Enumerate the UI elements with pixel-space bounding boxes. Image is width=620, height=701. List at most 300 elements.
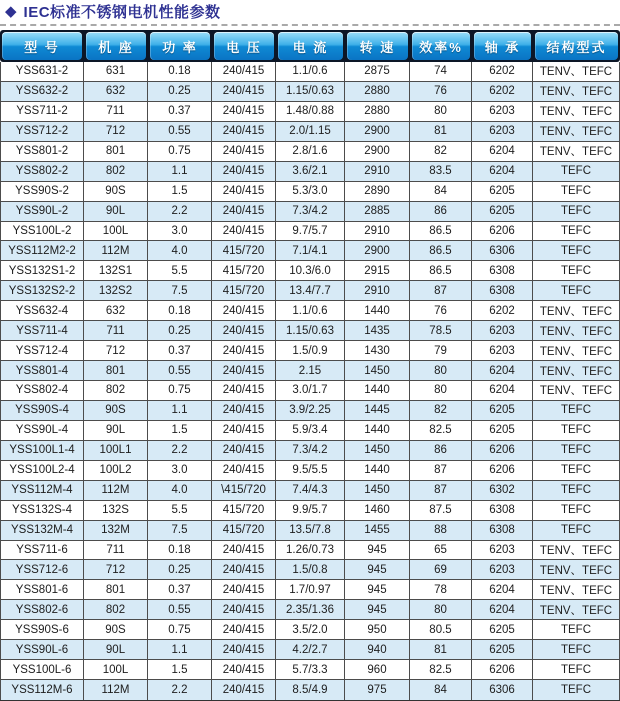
cell-structure: TENV、TEFC — [533, 321, 620, 341]
cell-current: 1.15/0.63 — [276, 82, 345, 102]
cell-frame: 712 — [84, 560, 148, 580]
cell-structure: TEFC — [533, 401, 620, 421]
cell-structure: TEFC — [533, 441, 620, 461]
cell-bearing: 6204 — [472, 381, 533, 401]
cell-power: 0.75 — [148, 620, 212, 640]
cell-bearing: 6203 — [472, 560, 533, 580]
col-header-structure: 结构型式 — [535, 32, 618, 60]
cell-frame: 90S — [84, 401, 148, 421]
cell-current: 2.15 — [276, 361, 345, 381]
cell-model: YSS100L-2 — [0, 222, 84, 242]
cell-voltage: \415/720 — [212, 481, 276, 501]
cell-power: 0.25 — [148, 560, 212, 580]
cell-model: YSS90S-2 — [0, 182, 84, 202]
cell-model: YSS112M-4 — [0, 481, 84, 501]
cell-frame: 100L2 — [84, 461, 148, 481]
cell-power: 0.18 — [148, 541, 212, 561]
cell-structure: TEFC — [533, 501, 620, 521]
cell-speed: 1460 — [345, 501, 410, 521]
cell-current: 13.4/7.7 — [276, 281, 345, 301]
cell-speed: 1445 — [345, 401, 410, 421]
cell-current: 3.0/1.7 — [276, 381, 345, 401]
cell-efficiency: 76 — [410, 82, 472, 102]
cell-efficiency: 80 — [410, 102, 472, 122]
cell-speed: 945 — [345, 541, 410, 561]
table-row — [0, 62, 620, 82]
cell-power: 2.2 — [148, 680, 212, 700]
cell-efficiency: 69 — [410, 560, 472, 580]
cell-frame: 132M — [84, 521, 148, 541]
cell-model: YSS802-6 — [0, 600, 84, 620]
cell-model: YSS711-2 — [0, 102, 84, 122]
cell-speed: 1440 — [345, 461, 410, 481]
cell-voltage: 240/415 — [212, 680, 276, 700]
cell-voltage: 240/415 — [212, 122, 276, 142]
cell-model: YSS132S2-2 — [0, 281, 84, 301]
cell-current: 9.5/5.5 — [276, 461, 345, 481]
cell-power: 7.5 — [148, 521, 212, 541]
cell-efficiency: 79 — [410, 341, 472, 361]
cell-bearing: 6206 — [472, 222, 533, 242]
cell-bearing: 6203 — [472, 102, 533, 122]
cell-bearing: 6308 — [472, 501, 533, 521]
cell-voltage: 240/415 — [212, 640, 276, 660]
cell-power: 1.5 — [148, 182, 212, 202]
cell-current: 1.7/0.97 — [276, 580, 345, 600]
cell-voltage: 240/415 — [212, 361, 276, 381]
cell-current: 1.48/0.88 — [276, 102, 345, 122]
cell-model: YSS712-4 — [0, 341, 84, 361]
cell-efficiency: 76 — [410, 301, 472, 321]
cell-frame: 631 — [84, 62, 148, 82]
cell-structure: TENV、TEFC — [533, 102, 620, 122]
cell-power: 4.0 — [148, 241, 212, 261]
cell-efficiency: 80 — [410, 600, 472, 620]
cell-power: 0.55 — [148, 600, 212, 620]
cell-voltage: 240/415 — [212, 182, 276, 202]
cell-voltage: 240/415 — [212, 421, 276, 441]
cell-current: 10.3/6.0 — [276, 261, 345, 281]
cell-efficiency: 87 — [410, 481, 472, 501]
cell-power: 3.0 — [148, 222, 212, 242]
cell-bearing: 6206 — [472, 461, 533, 481]
cell-efficiency: 87.5 — [410, 501, 472, 521]
cell-model: YSS90L-4 — [0, 421, 84, 441]
cell-voltage: 415/720 — [212, 521, 276, 541]
cell-model: YSS801-2 — [0, 142, 84, 162]
cell-voltage: 415/720 — [212, 241, 276, 261]
cell-speed: 1450 — [345, 441, 410, 461]
cell-frame: 100L1 — [84, 441, 148, 461]
cell-frame: 90L — [84, 202, 148, 222]
cell-frame: 711 — [84, 541, 148, 561]
cell-speed: 1440 — [345, 301, 410, 321]
cell-power: 0.55 — [148, 361, 212, 381]
table-row — [0, 381, 620, 401]
cell-bearing: 6205 — [472, 640, 533, 660]
col-header-frame: 机 座 — [86, 32, 146, 60]
table-row — [0, 261, 620, 281]
table-row — [0, 321, 620, 341]
cell-current: 5.3/3.0 — [276, 182, 345, 202]
table-row — [0, 361, 620, 381]
cell-speed: 2900 — [345, 122, 410, 142]
cell-structure: TEFC — [533, 281, 620, 301]
cell-power: 2.2 — [148, 202, 212, 222]
cell-model: YSS112M-6 — [0, 680, 84, 700]
table-row — [0, 222, 620, 242]
cell-voltage: 240/415 — [212, 142, 276, 162]
cell-power: 2.2 — [148, 441, 212, 461]
cell-structure: TEFC — [533, 261, 620, 281]
cell-voltage: 240/415 — [212, 381, 276, 401]
cell-frame: 112M — [84, 241, 148, 261]
cell-bearing: 6206 — [472, 660, 533, 680]
table-row — [0, 580, 620, 600]
table-row — [0, 301, 620, 321]
cell-bearing: 6205 — [472, 401, 533, 421]
table-row — [0, 600, 620, 620]
cell-current: 7.4/4.3 — [276, 481, 345, 501]
cell-current: 3.5/2.0 — [276, 620, 345, 640]
col-header-model: 型 号 — [2, 32, 82, 60]
cell-frame: 112M — [84, 680, 148, 700]
table-row — [0, 660, 620, 680]
cell-voltage: 240/415 — [212, 541, 276, 561]
diamond-icon: ◆ — [5, 3, 17, 20]
cell-voltage: 240/415 — [212, 560, 276, 580]
cell-power: 7.5 — [148, 281, 212, 301]
cell-bearing: 6203 — [472, 321, 533, 341]
cell-efficiency: 87 — [410, 461, 472, 481]
cell-current: 7.1/4.1 — [276, 241, 345, 261]
table-row — [0, 182, 620, 202]
cell-model: YSS112M2-2 — [0, 241, 84, 261]
cell-efficiency: 84 — [410, 182, 472, 202]
cell-power: 1.5 — [148, 421, 212, 441]
cell-bearing: 6204 — [472, 580, 533, 600]
cell-voltage: 240/415 — [212, 202, 276, 222]
cell-model: YSS632-2 — [0, 82, 84, 102]
cell-structure: TENV、TEFC — [533, 122, 620, 142]
cell-power: 3.0 — [148, 461, 212, 481]
cell-power: 0.37 — [148, 102, 212, 122]
cell-frame: 90L — [84, 421, 148, 441]
table-row — [0, 680, 620, 700]
page-title: IEC标准不锈钢电机性能参数 — [23, 4, 221, 21]
cell-speed: 960 — [345, 660, 410, 680]
cell-efficiency: 84 — [410, 680, 472, 700]
cell-structure: TEFC — [533, 202, 620, 222]
cell-bearing: 6203 — [472, 541, 533, 561]
cell-speed: 2910 — [345, 281, 410, 301]
cell-speed: 2910 — [345, 162, 410, 182]
cell-speed: 945 — [345, 560, 410, 580]
table-row — [0, 481, 620, 501]
cell-speed: 1450 — [345, 481, 410, 501]
cell-power: 0.25 — [148, 82, 212, 102]
table-row — [0, 620, 620, 640]
table-header-row — [0, 30, 620, 62]
cell-efficiency: 82.5 — [410, 421, 472, 441]
table-row — [0, 102, 620, 122]
cell-structure: TENV、TEFC — [533, 301, 620, 321]
cell-current: 1.5/0.8 — [276, 560, 345, 580]
cell-model: YSS632-4 — [0, 301, 84, 321]
cell-frame: 802 — [84, 600, 148, 620]
cell-structure: TEFC — [533, 660, 620, 680]
cell-voltage: 240/415 — [212, 162, 276, 182]
table-row — [0, 241, 620, 261]
cell-frame: 632 — [84, 82, 148, 102]
cell-current: 2.0/1.15 — [276, 122, 345, 142]
cell-frame: 711 — [84, 102, 148, 122]
table-row — [0, 401, 620, 421]
cell-structure: TEFC — [533, 421, 620, 441]
cell-power: 0.75 — [148, 142, 212, 162]
col-header-bearing: 轴 承 — [474, 32, 531, 60]
table-row — [0, 560, 620, 580]
cell-power: 5.5 — [148, 501, 212, 521]
col-header-efficiency: 效率% — [412, 32, 470, 60]
cell-speed: 2880 — [345, 82, 410, 102]
cell-power: 0.18 — [148, 301, 212, 321]
cell-power: 1.1 — [148, 162, 212, 182]
cell-speed: 1440 — [345, 381, 410, 401]
cell-efficiency: 80.5 — [410, 620, 472, 640]
cell-power: 1.1 — [148, 640, 212, 660]
cell-efficiency: 86.5 — [410, 222, 472, 242]
cell-bearing: 6205 — [472, 202, 533, 222]
cell-bearing: 6302 — [472, 481, 533, 501]
cell-bearing: 6202 — [472, 82, 533, 102]
cell-bearing: 6204 — [472, 600, 533, 620]
cell-structure: TEFC — [533, 241, 620, 261]
cell-power: 0.25 — [148, 321, 212, 341]
cell-structure: TEFC — [533, 521, 620, 541]
dashed-divider — [0, 24, 620, 26]
table-row — [0, 640, 620, 660]
cell-frame: 112M — [84, 481, 148, 501]
cell-bearing: 6202 — [472, 301, 533, 321]
cell-model: YSS801-6 — [0, 580, 84, 600]
cell-structure: TEFC — [533, 182, 620, 202]
table-row — [0, 162, 620, 182]
cell-efficiency: 80 — [410, 381, 472, 401]
cell-frame: 802 — [84, 381, 148, 401]
cell-structure: TEFC — [533, 640, 620, 660]
cell-speed: 2910 — [345, 222, 410, 242]
cell-current: 1.5/0.9 — [276, 341, 345, 361]
cell-structure: TENV、TEFC — [533, 580, 620, 600]
section-title — [0, 0, 620, 23]
cell-voltage: 240/415 — [212, 62, 276, 82]
cell-frame: 712 — [84, 341, 148, 361]
cell-model: YSS90L-2 — [0, 202, 84, 222]
cell-efficiency: 81 — [410, 640, 472, 660]
cell-speed: 2890 — [345, 182, 410, 202]
cell-frame: 90L — [84, 640, 148, 660]
cell-frame: 90S — [84, 620, 148, 640]
table-row — [0, 441, 620, 461]
cell-frame: 100L — [84, 222, 148, 242]
cell-structure: TENV、TEFC — [533, 600, 620, 620]
cell-model: YSS100L1-4 — [0, 441, 84, 461]
cell-current: 5.9/3.4 — [276, 421, 345, 441]
cell-frame: 632 — [84, 301, 148, 321]
cell-current: 9.7/5.7 — [276, 222, 345, 242]
table-row — [0, 461, 620, 481]
cell-efficiency: 82 — [410, 401, 472, 421]
cell-model: YSS90S-4 — [0, 401, 84, 421]
table-row — [0, 142, 620, 162]
cell-speed: 1430 — [345, 341, 410, 361]
cell-model: YSS711-4 — [0, 321, 84, 341]
cell-bearing: 6203 — [472, 341, 533, 361]
table-row — [0, 82, 620, 102]
cell-voltage: 240/415 — [212, 222, 276, 242]
cell-model: YSS801-4 — [0, 361, 84, 381]
cell-speed: 1435 — [345, 321, 410, 341]
cell-structure: TENV、TEFC — [533, 381, 620, 401]
cell-bearing: 6205 — [472, 182, 533, 202]
cell-voltage: 240/415 — [212, 441, 276, 461]
table-body — [0, 62, 620, 701]
cell-speed: 940 — [345, 640, 410, 660]
cell-current: 7.3/4.2 — [276, 441, 345, 461]
table-row — [0, 202, 620, 222]
cell-bearing: 6205 — [472, 620, 533, 640]
cell-efficiency: 74 — [410, 62, 472, 82]
cell-bearing: 6306 — [472, 241, 533, 261]
cell-current: 1.26/0.73 — [276, 541, 345, 561]
cell-bearing: 6308 — [472, 521, 533, 541]
cell-model: YSS132S1-2 — [0, 261, 84, 281]
cell-model: YSS100L2-4 — [0, 461, 84, 481]
cell-model: YSS100L-6 — [0, 660, 84, 680]
cell-frame: 802 — [84, 162, 148, 182]
cell-voltage: 240/415 — [212, 301, 276, 321]
cell-efficiency: 82.5 — [410, 660, 472, 680]
cell-bearing: 6203 — [472, 122, 533, 142]
cell-efficiency: 82 — [410, 142, 472, 162]
cell-efficiency: 86.5 — [410, 241, 472, 261]
cell-current: 2.35/1.36 — [276, 600, 345, 620]
cell-model: YSS132M-4 — [0, 521, 84, 541]
cell-voltage: 240/415 — [212, 600, 276, 620]
cell-structure: TEFC — [533, 620, 620, 640]
cell-voltage: 240/415 — [212, 660, 276, 680]
col-header-voltage: 电 压 — [214, 32, 274, 60]
cell-bearing: 6202 — [472, 62, 533, 82]
cell-power: 0.37 — [148, 580, 212, 600]
table-row — [0, 501, 620, 521]
cell-current: 7.3/4.2 — [276, 202, 345, 222]
cell-power: 1.5 — [148, 660, 212, 680]
col-header-power: 功 率 — [150, 32, 210, 60]
cell-current: 1.15/0.63 — [276, 321, 345, 341]
table-row — [0, 122, 620, 142]
cell-current: 1.1/0.6 — [276, 62, 345, 82]
cell-speed: 2885 — [345, 202, 410, 222]
cell-structure: TENV、TEFC — [533, 62, 620, 82]
cell-frame: 801 — [84, 580, 148, 600]
cell-bearing: 6306 — [472, 680, 533, 700]
cell-power: 4.0 — [148, 481, 212, 501]
cell-model: YSS712-6 — [0, 560, 84, 580]
cell-bearing: 6308 — [472, 261, 533, 281]
cell-structure: TENV、TEFC — [533, 82, 620, 102]
col-header-speed: 转 速 — [347, 32, 408, 60]
cell-frame: 712 — [84, 122, 148, 142]
cell-efficiency: 78 — [410, 580, 472, 600]
cell-power: 0.18 — [148, 62, 212, 82]
cell-current: 3.6/2.1 — [276, 162, 345, 182]
cell-speed: 950 — [345, 620, 410, 640]
cell-structure: TEFC — [533, 461, 620, 481]
cell-current: 2.8/1.6 — [276, 142, 345, 162]
col-header-current: 电 流 — [278, 32, 343, 60]
cell-voltage: 415/720 — [212, 501, 276, 521]
cell-bearing: 6204 — [472, 142, 533, 162]
cell-structure: TENV、TEFC — [533, 560, 620, 580]
cell-bearing: 6308 — [472, 281, 533, 301]
cell-model: YSS712-2 — [0, 122, 84, 142]
cell-efficiency: 80 — [410, 361, 472, 381]
cell-efficiency: 78.5 — [410, 321, 472, 341]
table-row — [0, 521, 620, 541]
cell-speed: 2875 — [345, 62, 410, 82]
cell-structure: TENV、TEFC — [533, 341, 620, 361]
cell-speed: 2900 — [345, 142, 410, 162]
cell-frame: 711 — [84, 321, 148, 341]
cell-efficiency: 65 — [410, 541, 472, 561]
cell-efficiency: 86 — [410, 202, 472, 222]
cell-bearing: 6204 — [472, 361, 533, 381]
cell-current: 9.9/5.7 — [276, 501, 345, 521]
cell-efficiency: 88 — [410, 521, 472, 541]
cell-speed: 945 — [345, 580, 410, 600]
cell-bearing: 6204 — [472, 162, 533, 182]
cell-voltage: 240/415 — [212, 580, 276, 600]
cell-structure: TENV、TEFC — [533, 142, 620, 162]
cell-speed: 2900 — [345, 241, 410, 261]
cell-speed: 2915 — [345, 261, 410, 281]
cell-frame: 132S1 — [84, 261, 148, 281]
cell-structure: TENV、TEFC — [533, 361, 620, 381]
cell-power: 1.1 — [148, 401, 212, 421]
cell-frame: 801 — [84, 142, 148, 162]
cell-model: YSS631-2 — [0, 62, 84, 82]
cell-model: YSS132S-4 — [0, 501, 84, 521]
cell-model: YSS711-6 — [0, 541, 84, 561]
cell-speed: 1455 — [345, 521, 410, 541]
cell-current: 1.1/0.6 — [276, 301, 345, 321]
cell-current: 8.5/4.9 — [276, 680, 345, 700]
cell-voltage: 240/415 — [212, 82, 276, 102]
cell-frame: 100L — [84, 660, 148, 680]
cell-voltage: 415/720 — [212, 261, 276, 281]
table-row — [0, 281, 620, 301]
cell-efficiency: 81 — [410, 122, 472, 142]
cell-power: 5.5 — [148, 261, 212, 281]
cell-voltage: 415/720 — [212, 281, 276, 301]
cell-bearing: 6205 — [472, 421, 533, 441]
cell-current: 13.5/7.8 — [276, 521, 345, 541]
cell-frame: 132S2 — [84, 281, 148, 301]
table-row — [0, 341, 620, 361]
cell-structure: TEFC — [533, 162, 620, 182]
